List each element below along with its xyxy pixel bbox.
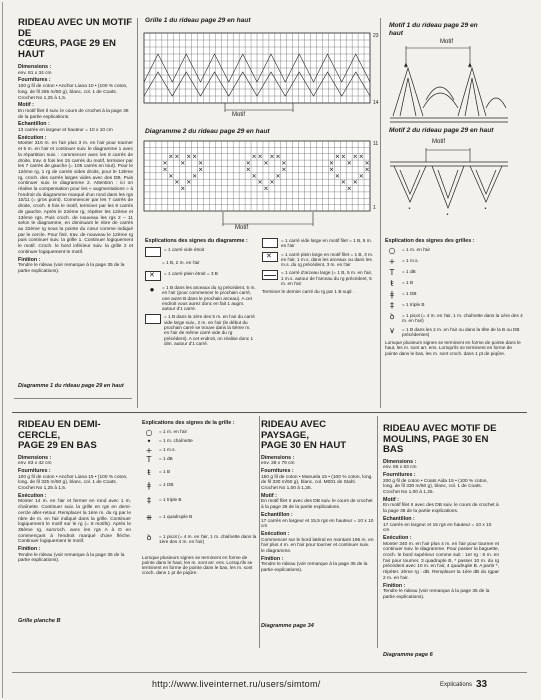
supplies-heading: Fournitures : bbox=[18, 77, 51, 84]
svg-text:✕: ✕ bbox=[334, 172, 340, 180]
legend-item: = 1 picot (= 4 m. en l'air, 1 m. chaînette dans la 1ère des 4 m. en l'air) bbox=[159, 534, 257, 545]
execution-heading: Exécution : bbox=[18, 492, 47, 499]
title-line-1: RIDEAU AVEC UN MOTIF DE bbox=[18, 17, 133, 39]
svg-text:✕: ✕ bbox=[245, 166, 251, 174]
legend-item: = 1 B dans les 2 m. en l'air ou dans la tête de la B ou DB précédentes) bbox=[402, 326, 520, 337]
motif-1-label: Motif bbox=[440, 39, 454, 45]
pattern-heading: Motif : bbox=[261, 492, 277, 499]
filled-square-icon bbox=[145, 271, 161, 281]
section-separator bbox=[12, 412, 527, 413]
title-line-2: MOULINS, PAGE 30 EN BAS bbox=[383, 433, 489, 455]
svg-text:✕: ✕ bbox=[257, 179, 263, 187]
grid-1-motif-label: Motif bbox=[232, 112, 246, 118]
empty-square-icon bbox=[145, 247, 161, 257]
svg-text:▲: ▲ bbox=[468, 62, 472, 68]
svg-text:▲: ▲ bbox=[404, 62, 408, 68]
title-line-2: CŒURS, PAGE 29 EN HAUT bbox=[18, 38, 116, 60]
svg-text:✕: ✕ bbox=[180, 185, 186, 193]
dimensions-heading: Dimensions : bbox=[18, 454, 52, 461]
svg-text:✕: ✕ bbox=[186, 153, 192, 161]
legend-item: = 1 B bbox=[402, 280, 414, 285]
column-separator bbox=[137, 18, 138, 408]
column-separator bbox=[377, 416, 378, 648]
svg-text:✕: ✕ bbox=[358, 172, 364, 180]
svg-text:✕: ✕ bbox=[192, 153, 198, 161]
legend-item: = 1 dB bbox=[402, 269, 416, 274]
svg-text:✕: ✕ bbox=[281, 166, 287, 174]
svg-text:✕: ✕ bbox=[281, 160, 287, 168]
dimensions-value: env. 81 x 34 cm bbox=[18, 70, 52, 76]
supplies-heading: Fournitures : bbox=[383, 471, 416, 478]
legend-item: = 1 m.s. bbox=[402, 258, 419, 263]
finishing-value: Tendre le rideau (voir remarque à la page 35 de la partie explications). bbox=[18, 552, 125, 564]
svg-text:✕: ✕ bbox=[263, 160, 269, 168]
grid-2-chart bbox=[143, 140, 383, 236]
gauge-value: 17 carrés en largeur et 15 rgs en hauteur = 10 x 10 cm bbox=[383, 522, 492, 534]
execution-value: Monter 14 m. en l'air et fermer en rond avec 1 m. chaînette. Continuer suiv. la grille en rgs en demi-cercle aller-retour. Remplacer la 1ère m. du rg par le nbre de m. en l'air indiqué dans la grille. Continuer logiquement le motif sur le rg (= 8 motifs). Après le 36ème rg, surcroch. avec les rgs A à D en commençant à l'endroit marqué d'une flèche. Continuer logiquement le motif. bbox=[18, 499, 131, 545]
svg-text:✕: ✕ bbox=[340, 179, 346, 187]
legend-item: = 1 carré vide large en motif filet = 1 B, 5 m. en l'air bbox=[281, 238, 372, 249]
svg-text:✕: ✕ bbox=[174, 153, 180, 161]
legend-item: = 1 m.s. bbox=[159, 447, 176, 452]
article-windmill-curtain bbox=[383, 424, 499, 664]
svg-text:✕: ✕ bbox=[275, 153, 281, 161]
legend-grilles bbox=[385, 238, 523, 356]
gauge-value: 17 carrés en largeur et 15,5 rgs en hauteur = 10 x 10 cm bbox=[261, 518, 374, 530]
half-double-icon: T bbox=[389, 268, 395, 277]
svg-text:✕: ✕ bbox=[162, 166, 168, 174]
pattern-heading: Motif : bbox=[18, 102, 34, 109]
svg-text:✕: ✕ bbox=[257, 153, 263, 161]
legend-item: = 1 carré d'arceau large (= 1 B, 5 m. en l'air, 1 m.s. autour de l'arceau du rg précédent, 5 m. en l'air bbox=[281, 270, 373, 287]
legend-note: Lorsque plusieurs signes se terminent en forme de pointe dans le haut, les m. sont arr. ens. Lorsqu'ils se terminent en forme de pointe dans le bas, les m. sont croch. dans 1 pt de piqûre. bbox=[385, 340, 521, 356]
legend-title: Explications des signes du diagramme : bbox=[145, 238, 248, 244]
legend-item: = 1 B bbox=[159, 469, 171, 474]
svg-text:✕: ✕ bbox=[245, 160, 251, 168]
slip-stitch-icon: • bbox=[146, 437, 152, 446]
gauge-heading: Echantillon : bbox=[18, 121, 50, 128]
legend-item: = 1 quadruple B bbox=[159, 514, 193, 519]
supplies-value: 100 g fil de coton • Anchor Liana 10 • (100 % coton, long. de fil 265 m/50 g), blanc, col. 1 de Coats. Crochet No 1,25 à 1,5. bbox=[18, 84, 128, 101]
execution-heading: Exécution : bbox=[261, 530, 290, 537]
legend-item: = 1 carré plein étroit = 3 B bbox=[164, 271, 218, 276]
title-line-1: RIDEAU EN DEMI-CERCLE, bbox=[18, 419, 101, 441]
svg-text:✕: ✕ bbox=[275, 172, 281, 180]
supplies-heading: Fournitures : bbox=[261, 467, 294, 474]
execution-value: Monter 316 m. en l'air plus 3 m. en l'air pour tourner et 5 m. en l'air et continuer suiv. le diagramme 1 avec la répartition suiv. : commencer avec les 8 carrés de droite, trav. 6 fois les 15 carrés du motif, terminer par les 7 carrés de gauche (= 105 carrés en tout). Pour le 12ème rg, 1 rg de carrés vides droits, pour le 13ème rg, croch. des carrés larges vides avec des DB. Puis continuer suiv. le diagramme 2. Attention : ici on réalise la compensation pour les « augmentations » à l'endroit du diagramme marqué d'un rond dans les rgs 10/11 (= gros point). Commencer par les 7 carrés de droite, croch. 6 fois le motif, terminer par les 9 carrés de gauche. Après le 22ème rg, répéter les 12ème et 13ème rgs. Puis croch. de nouveau les rgs 2 – 11 selon le diagramme, en diminuant le nbre de carrés au 22ème rg sous la pointe du cœur comme indiqué par le cercle. Pour finir, trav. de nouveau le 12ème rg puis continuer suiv. la grille 1. Continuer logiquement le motif. Croch. le bord inférieur suiv. la grille 2 et continuer logiquement le motif. bbox=[18, 141, 133, 255]
gauge-heading: Echantillon : bbox=[383, 515, 415, 522]
v-stitch-icon: ∨ bbox=[389, 325, 395, 335]
legend-item: = 1 B, 2 m. en l'air bbox=[162, 260, 200, 265]
chain-stitch-icon: ○ bbox=[145, 428, 153, 437]
title-line-1: RIDEAU AVEC PAYSAGE, bbox=[261, 419, 327, 441]
svg-text:✕: ✕ bbox=[198, 166, 204, 174]
grid-1-row-top: 23 bbox=[373, 33, 379, 39]
svg-text:✕: ✕ bbox=[352, 179, 358, 187]
double-crochet-icon: ŧ bbox=[390, 279, 394, 288]
article-half-circle-curtain bbox=[18, 420, 131, 640]
legend-diagram bbox=[145, 238, 257, 349]
motif-2-title: Motif 2 du rideau page 29 en haut bbox=[389, 127, 494, 134]
finishing-heading: Finition : bbox=[261, 555, 284, 562]
svg-text:✕: ✕ bbox=[340, 153, 346, 161]
svg-text:✕: ✕ bbox=[168, 153, 174, 161]
supplies-value: 200 g fil de coton • Coats Aida 15 • (100 % coton, long. de fil 330 m/50 g), blanc, col. 1 de Coats. Crochet No 1,00 à 1,25. bbox=[383, 478, 488, 496]
treble-icon: ǂ bbox=[147, 481, 151, 490]
finishing-value: Tendre le rideau (voir remarque à la page 35 de la partie explications). bbox=[383, 589, 490, 600]
legend-item: = 1 carré vide étroit bbox=[164, 247, 205, 252]
treble-icon: ǂ bbox=[390, 290, 394, 299]
wide-filled-square-icon bbox=[262, 252, 278, 262]
supplies-heading: Fournitures : bbox=[18, 467, 51, 474]
svg-text:✕: ✕ bbox=[328, 160, 334, 168]
square-icon bbox=[145, 314, 161, 324]
svg-text:✕: ✕ bbox=[192, 172, 198, 180]
legend-item: = 1 m. chaînette bbox=[159, 438, 193, 443]
svg-text:✕: ✕ bbox=[162, 160, 168, 168]
grid-caption: Grille planche B bbox=[18, 618, 61, 624]
article-title bbox=[18, 18, 133, 60]
legend-note: Terminer le dernier carré du rg par 1 B supl. bbox=[262, 289, 353, 295]
source-url[interactable]: http://www.liveinternet.ru/users/simtom/ bbox=[152, 679, 321, 689]
triple-treble-icon: ‡ bbox=[390, 301, 394, 310]
svg-text:✕: ✕ bbox=[180, 160, 186, 168]
double-crochet-icon: ŧ bbox=[147, 468, 151, 477]
svg-text:✕: ✕ bbox=[346, 185, 352, 193]
svg-text:✕: ✕ bbox=[263, 185, 269, 193]
gauge-value: 13 carrés en largeur et hauteur = 10 x 10 cm bbox=[18, 128, 113, 134]
supplies-value: 150 g fil de coton • Manuela 15 • (100 % coton, long. de fil 330 m/50 g), blanc, col. M001 de Stahl. Crochet No 1,00 à 1,25. bbox=[261, 474, 373, 492]
legend-note: Lorsque plusieurs signes se terminent en forme de pointe dans le haut, les m. sont arr. ens. Lorsqu'ils se terminent en forme de pointe dans le bas, les m. sont croch. dans 1 pt de piqûre. bbox=[142, 554, 253, 576]
legend-item: = 1 dB bbox=[159, 456, 173, 461]
title-line-2: PAGE 30 EN HAUT bbox=[261, 440, 347, 451]
supplies-value: 100 g fil de coton • Anchor Liana 15 • (100 % coton, long. de fil 325 m/50 g), blanc, col. 1 de Coats. Crochet No 1,25 à 1,5. bbox=[18, 474, 128, 492]
pattern-value: En motif filet II avec des DB suiv. le cours de crochet à la page 36 de la partie explications. bbox=[383, 503, 499, 515]
motif-2-label: Motif bbox=[432, 139, 446, 145]
svg-text:•: • bbox=[484, 206, 487, 212]
legend-item: = 1 triple B bbox=[159, 497, 182, 502]
svg-text:✕: ✕ bbox=[269, 153, 275, 161]
motif-1-title-line2: haut bbox=[389, 30, 403, 37]
footer-rule bbox=[12, 672, 527, 673]
legend-wide-squares bbox=[262, 238, 374, 295]
diagram-caption: Diagramme 1 du rideau page 29 en haut bbox=[18, 383, 124, 389]
dimensions-value: env. 83 x 42 cm bbox=[18, 461, 52, 467]
svg-text:✕: ✕ bbox=[186, 179, 192, 187]
caption-separator bbox=[14, 398, 132, 399]
svg-text:✕: ✕ bbox=[251, 153, 257, 161]
legend-item: = 1 B dans les arceaux du rg précédent, 5 m. en l'air (pour commencer le prochain carré, une autre B dans le prochain arceau). A cet endroit vous aurez donc en fait 1 augm. autour d'1 carré. bbox=[162, 285, 256, 312]
svg-text:✕: ✕ bbox=[352, 153, 358, 161]
arch-square-icon bbox=[262, 270, 278, 280]
svg-text:✕: ✕ bbox=[328, 166, 334, 174]
article-landscape-curtain bbox=[261, 420, 374, 645]
wide-empty-square-icon bbox=[262, 238, 278, 248]
execution-value: Monter 340 m. en l'air plus 4 m. en l'air pour tourner et continuer suiv. le diagramme. Pour passer la baguette, croch. le bord supérieur comme suit : 1er rg : 6 m. en l'air pour tourner, 3 quadruple B, * passer 10 m. du rg précédent avec 10 m. en l'air, 4 quadruple B. A partir *, répéter. 2ème rg : dB. Remplacer la 1ère dB du rgpar 2 m. en l'air. bbox=[383, 541, 499, 581]
page-edge bbox=[2, 2, 3, 698]
title-line-2: PAGE 29 EN BAS bbox=[18, 440, 97, 451]
dot-icon: ● bbox=[149, 285, 155, 294]
dimensions-value: env. 66 x 63 cm bbox=[383, 465, 417, 471]
title-line-1: RIDEAU AVEC MOTIF DE bbox=[383, 423, 497, 434]
grid-2-row-top: 11 bbox=[373, 141, 379, 147]
section-label: Explications bbox=[440, 682, 473, 688]
legend-item: = 1 picot (= 4 m. en l'air, 1 m. chaînette dans la 1ère des 4 m. en l'air) bbox=[402, 313, 523, 324]
diagram-caption: Diagramme page 6 bbox=[383, 652, 433, 658]
legend-grille bbox=[142, 420, 257, 576]
svg-text:✕: ✕ bbox=[358, 153, 364, 161]
svg-text:•: • bbox=[408, 206, 411, 212]
execution-heading: Exécution : bbox=[18, 134, 47, 141]
half-double-icon: T bbox=[146, 455, 152, 464]
legend-title: Explication des signes des grilles : bbox=[385, 238, 475, 244]
legend-title: Explications des signes de la grille : bbox=[142, 420, 235, 426]
motif-1-title: Motif 1 du rideau page 29 en bbox=[389, 22, 478, 29]
spacer-icon bbox=[145, 260, 159, 268]
grid-2-title: Diagramme 2 du rideau page 29 en haut bbox=[145, 128, 270, 135]
legend-item: = 1 B dans la 1ère des 5 m. en l'air du carré vide large suiv., 2 m. en l'air (le début du prochain carré se trouve dans la 5ème m. en l'air de même carré vide du rg précédent). A cet endroit, on réalise donc 1 dim. autour d'1 carré. bbox=[164, 314, 255, 346]
svg-text:✕: ✕ bbox=[198, 160, 204, 168]
finishing-heading: Finition : bbox=[18, 256, 41, 263]
motif-2-crochet-chart bbox=[388, 140, 513, 230]
triple-treble-icon: ‡ bbox=[147, 496, 151, 505]
pattern-value: En motif filet II avec des DB suiv. le cours de crochet à la page 36 de la partie explications. bbox=[261, 499, 373, 511]
svg-text:✕: ✕ bbox=[346, 160, 352, 168]
single-crochet-icon: + bbox=[388, 257, 396, 266]
svg-text:✕: ✕ bbox=[251, 172, 257, 180]
column-separator bbox=[259, 416, 260, 648]
svg-text:✕: ✕ bbox=[364, 166, 370, 174]
legend-item: = 1 DB bbox=[159, 482, 174, 487]
gauge-heading: Echantillon : bbox=[261, 511, 293, 518]
legend-item: = 1 DB bbox=[402, 291, 417, 296]
svg-text:✕: ✕ bbox=[364, 160, 370, 168]
finishing-value: Tendre le rideau (voir remarque à la page 35 de la partie explications). bbox=[261, 562, 368, 574]
dimensions-heading: Dimensions : bbox=[18, 64, 52, 70]
finishing-value: Tendre le rideau (voir remarque à la page 35 de la partie explications). bbox=[18, 263, 125, 274]
execution-heading: Exécution : bbox=[383, 534, 412, 541]
motif-1-crochet-chart bbox=[388, 38, 513, 128]
svg-text:✕: ✕ bbox=[269, 179, 275, 187]
grid-1-row-bottom: 14 bbox=[373, 100, 379, 106]
execution-value: Commencer sur le bord latéral en montant 196 m. en l'air plus 4 m. en l'air pour tourner et continuer suiv. le diagramme. bbox=[261, 537, 374, 555]
dimensions-heading: Dimensions : bbox=[261, 454, 295, 461]
grid-2-motif-label: Motif bbox=[235, 225, 249, 231]
single-crochet-icon: + bbox=[145, 446, 153, 455]
chain-stitch-icon: ○ bbox=[388, 246, 396, 255]
diagram-caption: Diagramme page 34 bbox=[261, 623, 314, 629]
column-separator bbox=[380, 18, 381, 408]
svg-text:•: • bbox=[446, 212, 449, 218]
pattern-heading: Motif : bbox=[383, 496, 399, 503]
grid-1-title: Grille 1 du rideau page 29 en haut bbox=[145, 17, 251, 24]
svg-text:✕: ✕ bbox=[168, 172, 174, 180]
article-hearts-curtain bbox=[18, 18, 133, 413]
picot-icon: ꝺ bbox=[389, 312, 395, 321]
svg-text:✕: ✕ bbox=[174, 179, 180, 187]
pattern-value: En motif filet Il suiv. le cours de crochet à la page 36 de la partie explications. bbox=[18, 108, 129, 120]
finishing-heading: Finition : bbox=[383, 582, 406, 589]
picot-icon: ꝺ bbox=[146, 533, 152, 542]
grid-1-chart bbox=[143, 32, 383, 122]
quadruple-treble-icon: ⧺ bbox=[145, 513, 153, 522]
dimensions-heading: Dimensions : bbox=[383, 458, 417, 465]
dimensions-value: env. 38 x 79 cm bbox=[261, 461, 295, 467]
svg-text:✕: ✕ bbox=[334, 153, 340, 161]
grid-2-row-bottom: 1 bbox=[373, 205, 376, 211]
legend-item: = 1 m. en l'air bbox=[159, 429, 188, 434]
legend-item: = 1 carré plein large en motif filet = 1 B, 3 m. en l'air, 1 m.s. dans les arceaux ou dans les m.s. du rg précédent, 3 m. en l'air bbox=[281, 251, 374, 268]
finishing-heading: Finition : bbox=[18, 546, 41, 553]
legend-item: = 1 m. en l'air bbox=[402, 247, 431, 252]
legend-item: = 1 triple B bbox=[402, 302, 425, 307]
page-number: 33 bbox=[476, 679, 488, 690]
